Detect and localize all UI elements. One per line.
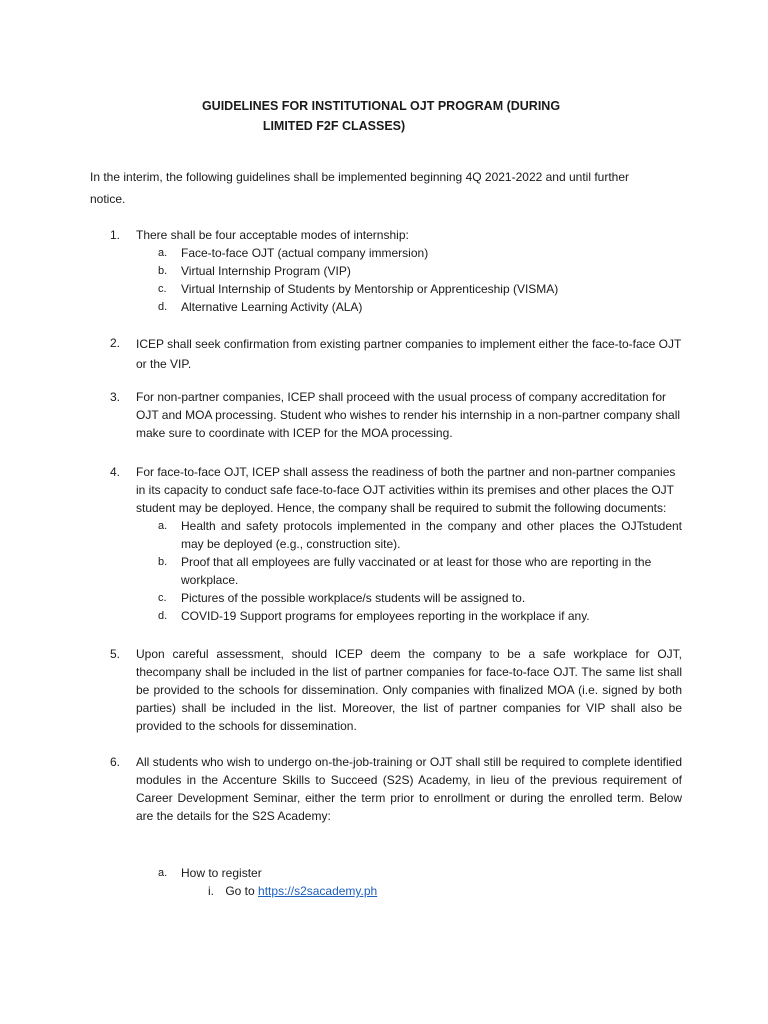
item-text: For non-partner companies, ICEP shall proceed with the usual process of company accreditation for OJT and MOA processing. Student who wishes to render his internship in a non-partner company shall make sure to coordinate with ICEP for the MOA processing. — [136, 390, 681, 440]
item-number: 1. — [110, 228, 121, 242]
sub-item — [136, 589, 682, 607]
item-text: For face-to-face OJT, ICEP shall assess the readiness of both the partner and non-partner companies in its capacity to conduct safe face-to-face OJT activities within its premises and other places the OJT student may be deployed. Hence, the company shall be required to submit the following documents: — [136, 465, 676, 515]
register-step — [136, 882, 682, 900]
s2s-academy-link[interactable]: https://s2sacademy.ph — [258, 884, 378, 898]
item-number: 2. — [110, 336, 121, 350]
sub-text: Health and safety protocols implemented in the company and other places the OJTstudent may be deployed (e.g., construction site). — [181, 519, 682, 551]
sub-text: Virtual Internship Program (VIP) — [181, 264, 351, 278]
item-text: All students who wish to undergo on-the-job-training or OJT shall still be required to complete identified modules in the Accenture Skills to Succeed (S2S) Academy, in lieu of the previous requirement of Career Development Seminar, either the term prior to enrollment or during the enrolled term. Below are the details for the S2S Academy: — [136, 755, 682, 823]
sub-list — [136, 244, 682, 316]
sub-text: COVID-19 Support programs for employees reporting in the workplace if any. — [181, 609, 590, 623]
step-number: i. — [208, 884, 214, 898]
item-number: 3. — [110, 390, 121, 404]
sub-item — [136, 553, 682, 589]
sub-letter: c. — [158, 592, 167, 604]
item-text: ICEP shall seek confirmation from existing partner companies to implement either the face-to-face OJT or the VIP. — [136, 337, 682, 371]
sub-letter: b. — [158, 556, 168, 568]
sub-letter: b. — [158, 265, 168, 277]
item-number: 5. — [110, 647, 121, 661]
sub-item — [136, 280, 682, 298]
list-item-2 — [110, 334, 682, 374]
sub-list — [136, 864, 682, 882]
sub-text: Face-to-face OJT (actual company immersion) — [181, 246, 429, 260]
title-line-1: GUIDELINES FOR INSTITUTIONAL OJT PROGRAM (DURING — [201, 99, 561, 113]
item-number: 6. — [110, 755, 121, 769]
list-item-4 — [110, 463, 682, 625]
list-item-3 — [110, 388, 682, 442]
sub-text: Alternative Learning Activity (ALA) — [181, 300, 363, 314]
sub-item — [136, 517, 682, 553]
how-to-register — [110, 864, 682, 900]
sub-item — [136, 262, 682, 280]
step-text: Go to — [225, 884, 255, 898]
page-title — [0, 96, 768, 136]
list-item-1 — [110, 226, 682, 316]
sub-item — [136, 607, 682, 625]
item-text: There shall be four acceptable modes of internship: — [136, 228, 409, 242]
sub-letter: a. — [158, 520, 168, 532]
sub-text: Pictures of the possible workplace/s students will be assigned to. — [181, 591, 526, 605]
sub-text: Virtual Internship of Students by Mentorship or Apprenticeship (VISMA) — [181, 282, 559, 296]
register-label: How to register — [181, 866, 262, 880]
sub-letter: c. — [158, 283, 167, 295]
list-item-6 — [110, 753, 682, 825]
sub-letter: d. — [158, 610, 168, 622]
title-line-2: LIMITED F2F CLASSES) — [262, 119, 406, 133]
sub-list — [136, 517, 682, 625]
sub-item — [136, 244, 682, 262]
sub-letter: a. — [158, 247, 168, 259]
sub-item — [136, 864, 682, 882]
list-item-5 — [110, 645, 682, 735]
sub-letter: a. — [158, 867, 168, 879]
item-text: Upon careful assessment, should ICEP deem the company to be a safe workplace for OJT, thecompany shall be included in the list of partner companies for face-to-face OJT. The same list shall be provided to the schools for dissemination. Only companies with finalized MOA (i.e. signed by both parties) shall be included in the list. Moreover, the list of partner companies for VIP shall also be provided to the schools for dissemination. — [136, 647, 682, 733]
item-number: 4. — [110, 465, 121, 479]
sub-text: Proof that all employees are fully vaccinated or at least for those who are reporting in the workplace. — [181, 555, 652, 587]
intro-paragraph: In the interim, the following guidelines shall be implemented beginning 4Q 2021-2022 and until further notice. — [90, 170, 630, 206]
sub-letter: d. — [158, 301, 168, 313]
sub-item — [136, 298, 682, 316]
